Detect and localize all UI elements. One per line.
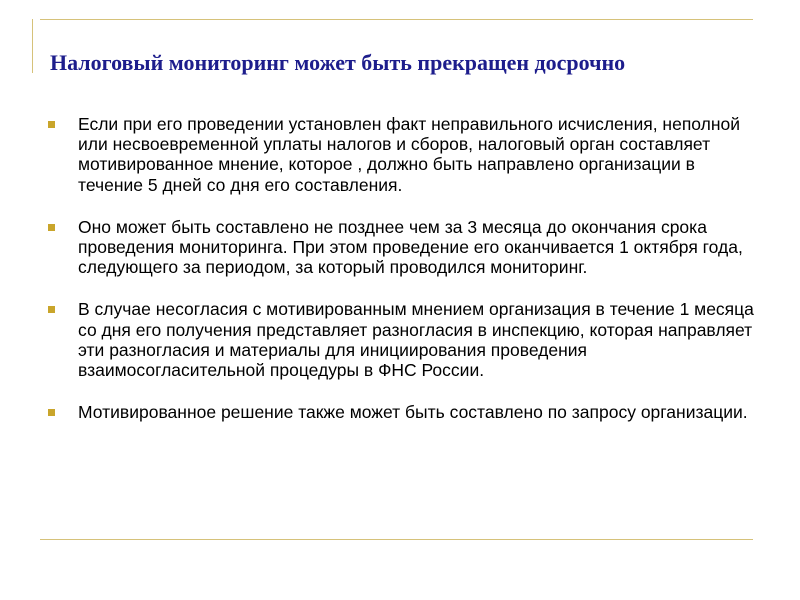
bullet-item [44,114,754,195]
bullet-item [44,299,754,380]
bullet-list [44,114,754,444]
slide-title: Налоговый мониторинг может быть прекращен досрочно [50,50,626,75]
bullet-square-icon [48,306,55,313]
bullet-item [44,217,754,278]
bullet-square-icon [48,121,55,128]
bullet-text: Мотивированное решение также может быть составлено по запросу организации. [78,402,748,423]
bullet-square-icon [48,409,55,416]
bullet-text: Если при его проведении установлен факт неправильного исчисления, неполной или несвоевременной уплаты налогов и сборов, налоговый орган составляет мотивированное мнение, которое , должно быть направлено организации в течение 5 дней со дня его составления. [78,114,741,195]
bullet-item [44,402,754,422]
left-rule [32,19,33,73]
bullet-text: В случае несогласия с мотивированным мнением организация в течение 1 месяца со дня его получения представляет разногласия в инспекцию, которая направляет эти разногласия и материалы для инициирования проведения взаимосогласительной процедуры в ФНС России. [78,299,754,381]
bottom-rule [40,539,753,540]
top-rule [40,19,753,20]
bullet-square-icon [48,224,55,231]
bullet-text: Оно может быть составлено не позднее чем за 3 месяца до окончания срока проведения мониторинга. При этом проведение его оканчивается 1 октября года, следующего за периодом, за который проводился мониторинг. [78,216,743,278]
